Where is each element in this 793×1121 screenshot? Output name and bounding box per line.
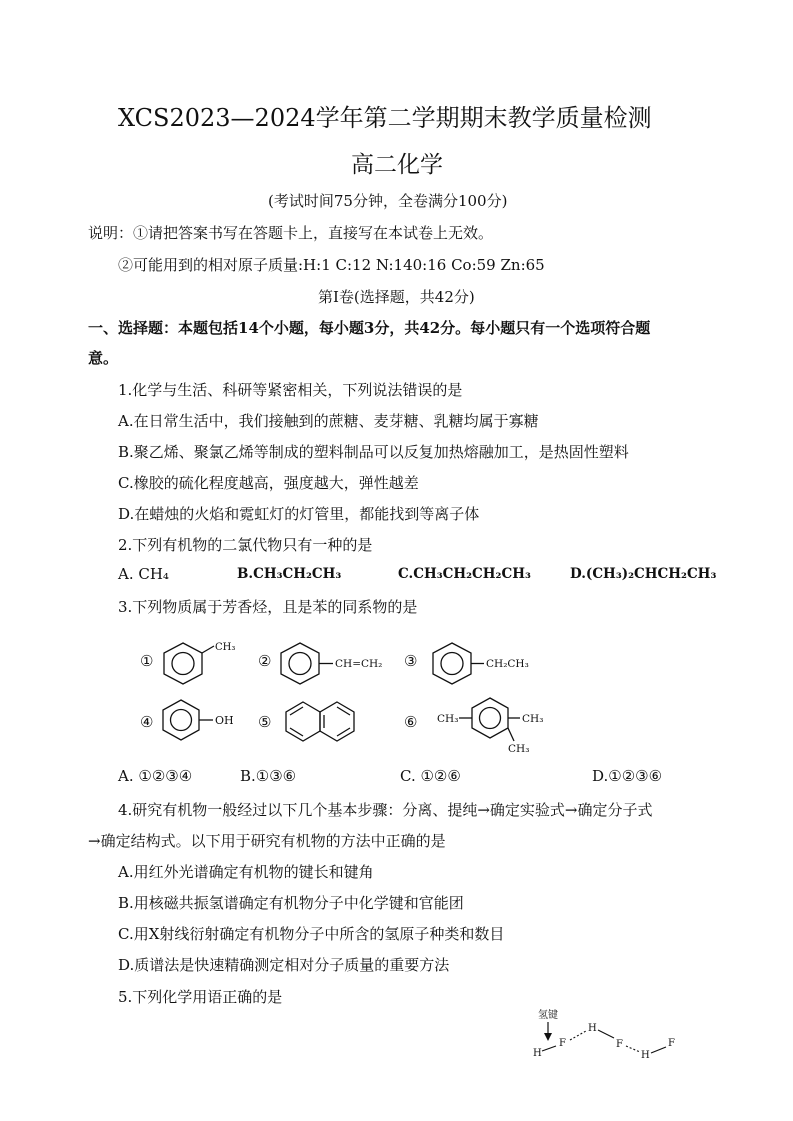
hydrogen-bond-diagram xyxy=(528,1006,688,1066)
question-1-option-d: D.在蜡烛的火焰和霓虹灯的灯管里，都能找到等离子体 xyxy=(118,505,480,523)
structure-1-substituent: CH₃ xyxy=(215,642,236,653)
atom-f-2: F xyxy=(616,1039,623,1050)
question-1-option-b: B.聚乙烯、聚氯乙烯等制成的塑料制品可以反复加热熔融加工，是热固性塑料 xyxy=(118,443,629,461)
section-heading-line-1: 一、选择题：本题包括14个小题，每小题3分，共42分。每小题只有一个选项符合题 xyxy=(88,319,651,337)
structure-2-substituent: CH=CH₂ xyxy=(335,658,383,670)
structure-3-substituent: CH₂CH₃ xyxy=(486,658,529,670)
structure-2-number: ② xyxy=(258,652,272,670)
structure-5-number: ⑤ xyxy=(258,713,272,731)
exam-title: XCS2023—2024学年第二学期期末教学质量检测 xyxy=(118,104,652,132)
structure-4-number: ④ xyxy=(140,713,154,731)
question-4-option-a: A.用红外光谱确定有机物的键长和键角 xyxy=(118,863,374,881)
question-3-option-a: A. ①②③④ xyxy=(118,767,193,785)
structure-1-toluene xyxy=(140,642,235,684)
question-4-stem-line-1: 4.研究有机物一般经过以下几个基本步骤：分离、提纯→确定实验式→确定分子式 xyxy=(118,801,653,819)
structure-3-number: ③ xyxy=(404,652,418,670)
atom-h-2: H xyxy=(588,1023,597,1034)
structure-6-number: ⑥ xyxy=(404,713,418,731)
structure-4-substituent: OH xyxy=(215,714,234,727)
structure-6-substituent-right: CH₃ xyxy=(522,713,544,725)
question-2-option-b: B.CH₃CH₂CH₃ xyxy=(237,566,342,582)
question-4-stem-line-2: →确定结构式。以下用于研究有机物的方法中正确的是 xyxy=(88,832,446,850)
question-1-option-a: A.在日常生活中，我们接触到的蔗糖、麦芽糖、乳糖均属于寡糖 xyxy=(118,412,539,430)
question-1-option-c: C.橡胶的硫化程度越高，强度越大，弹性越差 xyxy=(118,474,419,492)
question-2-stem: 2.下列有机物的二氯代物只有一种的是 xyxy=(118,536,373,554)
question-2-option-c: C.CH₃CH₂CH₂CH₃ xyxy=(398,566,531,582)
question-5-stem: 5.下列化学用语正确的是 xyxy=(118,988,283,1006)
question-3-option-b: B.①③⑥ xyxy=(240,767,297,785)
structure-4-phenol xyxy=(140,700,234,740)
structure-1-number: ① xyxy=(140,652,154,670)
exam-info: (考试时间75分钟，全卷满分100分) xyxy=(268,192,508,210)
structure-2-styrene xyxy=(258,643,382,684)
atom-f-1: F xyxy=(559,1038,566,1049)
instruction-note-1: 说明：①请把答案书写在答题卡上，直接写在本试卷上无效。 xyxy=(88,224,494,242)
hydrogen-bond-label: 氢键 xyxy=(538,1010,558,1021)
instruction-note-2: ②可能用到的相对原子质量:H:1 C:12 N:140:16 Co:59 Zn:65 xyxy=(118,256,545,274)
question-3-structures xyxy=(0,624,793,764)
atom-h-3: H xyxy=(641,1050,650,1061)
structure-6-substituent-bottom: CH₃ xyxy=(508,743,530,755)
subject-title: 高二化学 xyxy=(351,152,443,178)
structure-5-naphthalene xyxy=(258,702,354,741)
question-4-option-c: C.用X射线衍射确定有机物分子中所含的氢原子种类和数目 xyxy=(118,925,505,943)
question-3-option-d: D.①②③⑥ xyxy=(592,767,663,785)
structure-6-trimethylbenzene xyxy=(404,698,543,755)
question-1-stem: 1.化学与生活、科研等紧密相关，下列说法错误的是 xyxy=(118,381,463,399)
atom-f-3: F xyxy=(668,1038,675,1049)
question-4-option-d: D.质谱法是快速精确测定相对分子质量的重要方法 xyxy=(118,956,450,974)
question-3-stem: 3.下列物质属于芳香烃，且是苯的同系物的是 xyxy=(118,598,418,616)
question-2-option-d: D.(CH₃)₂CHCH₂CH₃ xyxy=(570,566,717,582)
part-title: 第Ⅰ卷(选择题，共42分) xyxy=(318,288,475,306)
structure-3-ethylbenzene xyxy=(404,643,529,684)
section-heading-line-2: 意。 xyxy=(88,349,119,367)
question-3-option-c: C. ①②⑥ xyxy=(400,767,461,785)
question-4-option-b: B.用核磁共振氢谱确定有机物分子中化学键和官能团 xyxy=(118,894,464,912)
structure-6-substituent-left: CH₃ xyxy=(437,713,459,725)
atom-h-1: H xyxy=(533,1048,542,1059)
question-2-option-a: A. CH₄ xyxy=(118,565,169,583)
